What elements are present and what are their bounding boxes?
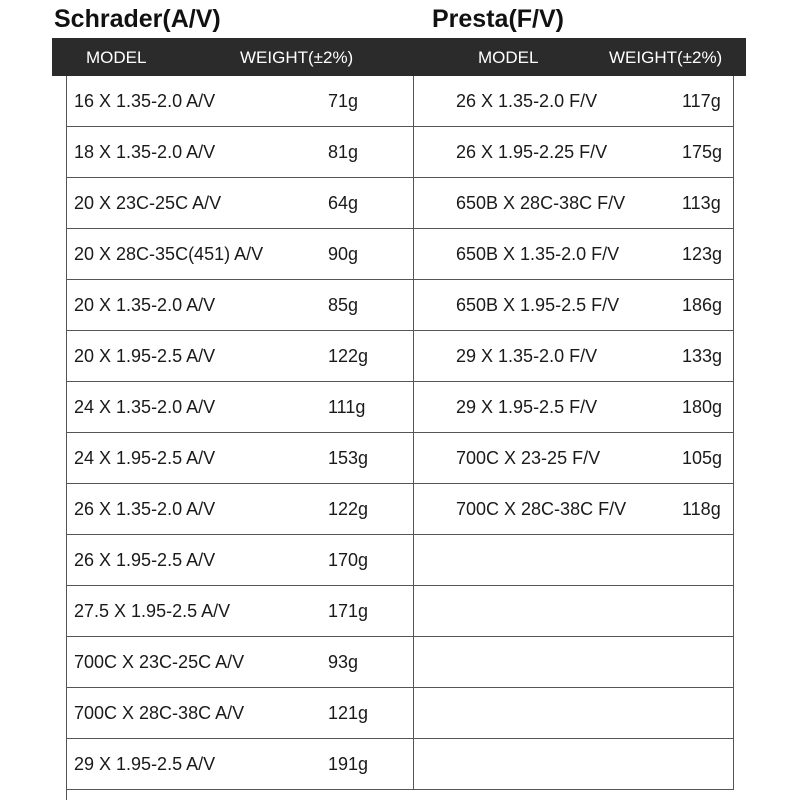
model-cell: 650B X 1.35-2.0 F/V xyxy=(456,244,620,264)
schrader-weight-header: WEIGHT(±2%) xyxy=(240,48,354,67)
weight-cell: 105g xyxy=(682,448,723,468)
weight-table xyxy=(0,76,800,800)
model-cell: 18 X 1.35-2.0 A/V xyxy=(74,142,216,162)
table-row xyxy=(414,178,734,229)
weight-cell: 175g xyxy=(682,142,723,162)
weight-cell: 122g xyxy=(328,346,369,366)
table-row xyxy=(414,280,734,331)
model-cell: 29 X 1.95-2.5 F/V xyxy=(456,397,598,417)
presta-section-title: Presta(F/V) xyxy=(432,5,564,33)
table-row xyxy=(414,76,734,127)
table-row xyxy=(414,739,734,790)
table-row xyxy=(414,433,734,484)
schrader-model-header: MODEL xyxy=(86,48,147,67)
model-cell: 700C X 28C-38C F/V xyxy=(456,499,627,519)
model-cell: 700C X 23-25 F/V xyxy=(456,448,601,468)
table-row xyxy=(66,229,414,280)
model-cell: 20 X 23C-25C A/V xyxy=(74,193,222,213)
table-row xyxy=(414,331,734,382)
model-cell: 24 X 1.35-2.0 A/V xyxy=(74,397,216,417)
weight-cell: 122g xyxy=(328,499,369,519)
model-cell: 20 X 1.95-2.5 A/V xyxy=(74,346,216,366)
table-row xyxy=(414,127,734,178)
weight-cell: 93g xyxy=(328,652,359,672)
weight-cell: 123g xyxy=(682,244,723,264)
weight-cell: 71g xyxy=(328,91,359,111)
table-row xyxy=(66,688,414,739)
model-cell: 650B X 1.95-2.5 F/V xyxy=(456,295,620,315)
model-cell: 20 X 28C-35C(451) A/V xyxy=(74,244,264,264)
model-cell: 26 X 1.95-2.25 F/V xyxy=(456,142,608,162)
table-row xyxy=(66,76,414,127)
weight-cell: 153g xyxy=(328,448,369,468)
presta-weight-header: WEIGHT(±2%) xyxy=(609,48,723,67)
weight-cell: 180g xyxy=(682,397,723,417)
weight-cell: 90g xyxy=(328,244,359,264)
weight-cell: 170g xyxy=(328,550,369,570)
model-cell: 650B X 28C-38C F/V xyxy=(456,193,626,213)
weight-cell: 111g xyxy=(328,397,366,417)
model-cell: 26 X 1.35-2.0 F/V xyxy=(456,91,598,111)
table-row xyxy=(414,229,734,280)
table-row xyxy=(66,586,414,637)
table-row xyxy=(66,331,414,382)
weight-cell: 85g xyxy=(328,295,359,315)
schrader-section-title: Schrader(A/V) xyxy=(54,5,221,33)
weight-cell: 113g xyxy=(682,193,721,213)
model-cell: 29 X 1.95-2.5 A/V xyxy=(74,754,216,774)
table-row xyxy=(414,637,734,688)
table-row xyxy=(414,484,734,535)
model-cell: 29 X 1.35-2.0 F/V xyxy=(456,346,598,366)
model-cell: 26 X 1.35-2.0 A/V xyxy=(74,499,216,519)
table-row xyxy=(66,280,414,331)
table-row xyxy=(66,637,414,688)
table-header-bar xyxy=(52,38,746,76)
table-row xyxy=(66,382,414,433)
model-cell: 20 X 1.35-2.0 A/V xyxy=(74,295,216,315)
table-row xyxy=(414,382,734,433)
weight-cell: 118g xyxy=(682,499,721,519)
presta-model-header: MODEL xyxy=(478,48,539,67)
table-row xyxy=(414,586,734,637)
weight-cell: 64g xyxy=(328,193,359,213)
table-row xyxy=(66,433,414,484)
weight-cell: 117g xyxy=(682,91,721,111)
model-cell: 700C X 28C-38C A/V xyxy=(74,703,245,723)
model-cell: 700C X 23C-25C A/V xyxy=(74,652,245,672)
model-cell: 26 X 1.95-2.5 A/V xyxy=(74,550,216,570)
weight-cell: 81g xyxy=(328,142,359,162)
table-row xyxy=(66,484,414,535)
table-row xyxy=(66,739,414,790)
model-cell: 27.5 X 1.95-2.5 A/V xyxy=(74,601,231,621)
weight-cell: 191g xyxy=(328,754,369,774)
table-row xyxy=(66,178,414,229)
table-row xyxy=(414,688,734,739)
table-row xyxy=(66,127,414,178)
model-cell: 24 X 1.95-2.5 A/V xyxy=(74,448,216,468)
table-row xyxy=(66,535,414,586)
weight-cell: 133g xyxy=(682,346,723,366)
table-row xyxy=(414,535,734,586)
weight-cell: 171g xyxy=(328,601,369,621)
model-cell: 16 X 1.35-2.0 A/V xyxy=(74,91,216,111)
weight-cell: 186g xyxy=(682,295,723,315)
weight-cell: 121g xyxy=(328,703,369,723)
